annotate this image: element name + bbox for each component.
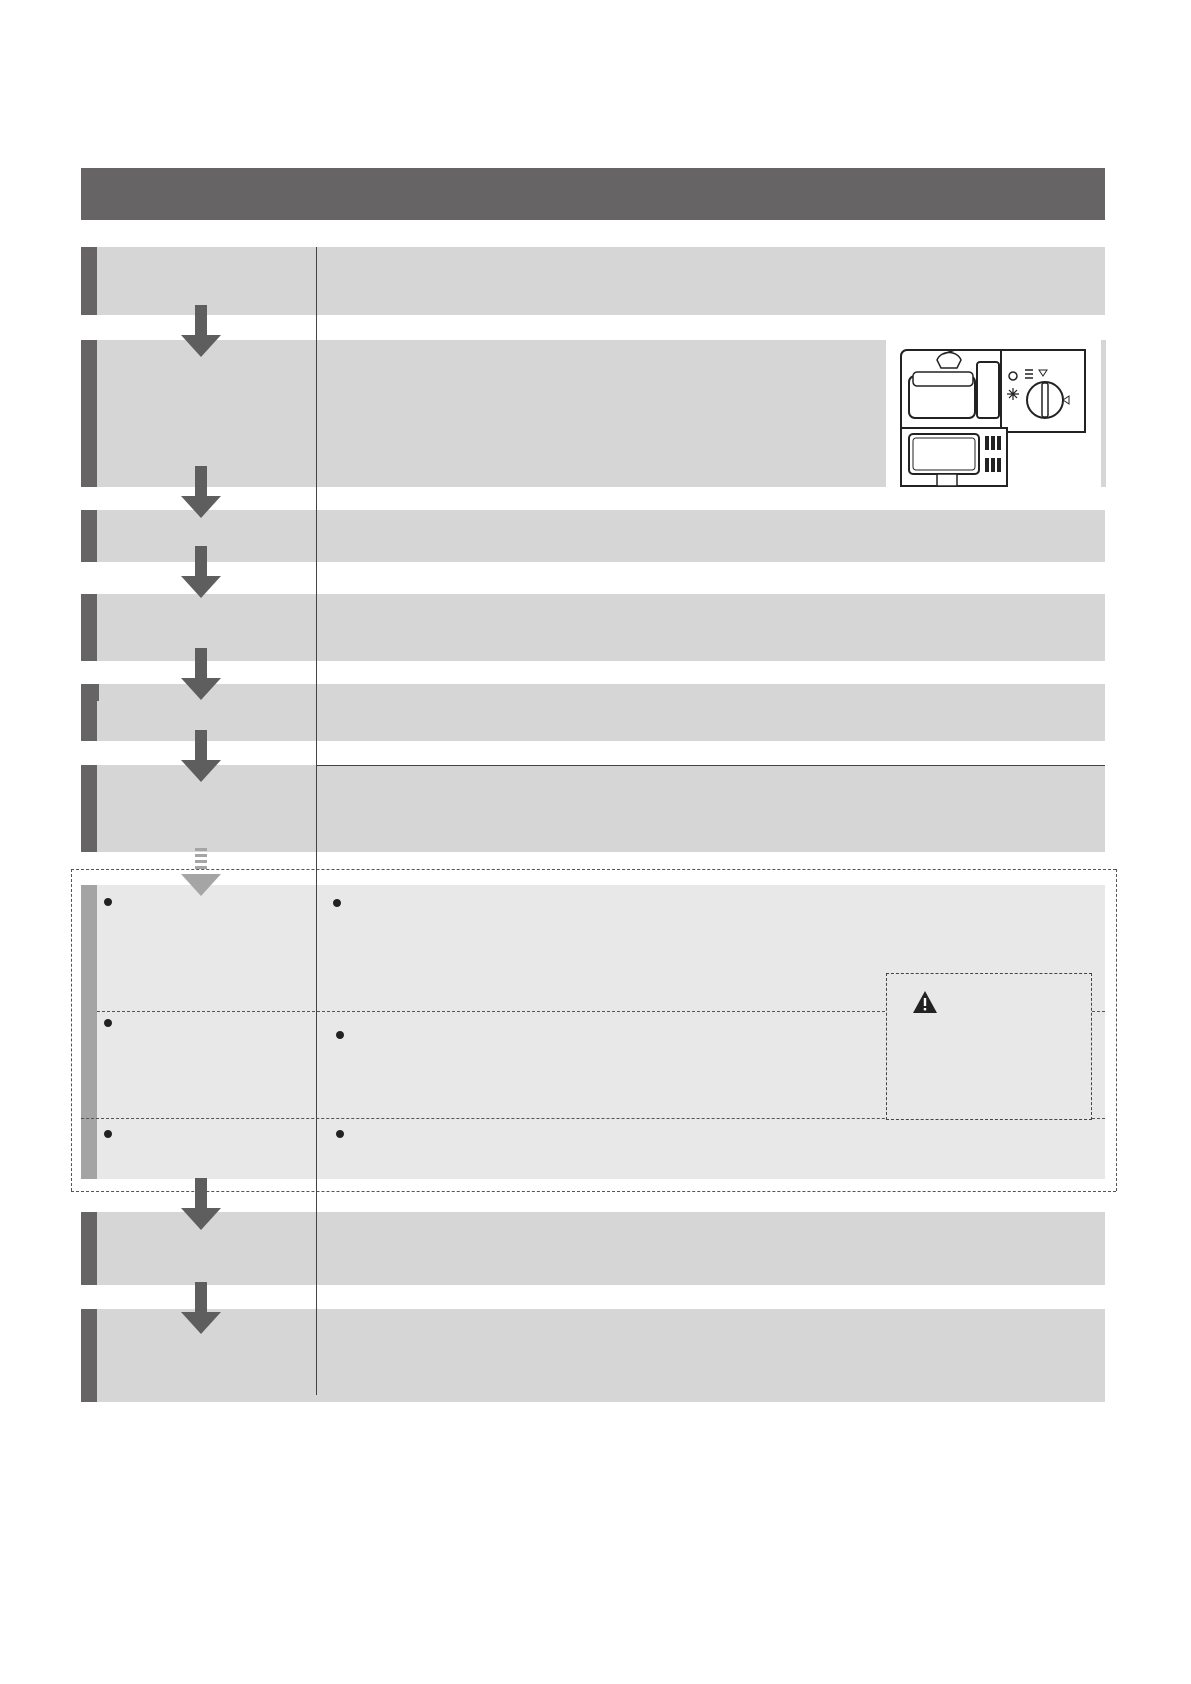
caution-box: [886, 973, 1092, 1120]
divider: [316, 765, 1105, 766]
bullet-dot-icon: [104, 1130, 112, 1138]
bullet-dot-icon: [336, 1130, 344, 1138]
step-accent-bar: [81, 1212, 97, 1285]
step-row: [81, 594, 1105, 661]
detergent-dispenser-illustration: [897, 346, 1089, 490]
warning-triangle-icon: [912, 990, 938, 1014]
step-row: [81, 247, 1105, 315]
arrow-down-icon: [181, 1178, 221, 1230]
step-row: [81, 765, 1105, 852]
step-accent-bar: [81, 340, 97, 487]
step-marker: [81, 684, 99, 701]
step-edge: [1101, 340, 1106, 487]
step-row: [81, 340, 886, 487]
arrow-down-icon: [181, 305, 221, 357]
step-row: [81, 1309, 1105, 1402]
column-divider: [316, 247, 317, 1395]
options-frame-left: [71, 869, 72, 1191]
options-frame-bottom: [71, 1191, 1116, 1192]
arrow-down-icon: [181, 648, 221, 700]
step-accent-bar: [81, 765, 97, 852]
step-accent-bar: [81, 1309, 97, 1402]
step-accent-bar: [81, 247, 97, 315]
dashed-arrow-down-icon: [181, 848, 221, 900]
options-frame-top: [71, 869, 1116, 870]
step-row: [81, 1212, 1105, 1285]
bullet-dot-icon: [104, 1019, 112, 1027]
bullet-dot-icon: [336, 1031, 344, 1039]
section-header-bar: [81, 168, 1105, 220]
options-frame-right: [1116, 869, 1117, 1191]
step-accent-bar: [81, 594, 97, 661]
step-row: [81, 684, 1105, 741]
step-accent-bar: [81, 510, 97, 562]
arrow-down-icon: [181, 546, 221, 598]
bullet-dot-icon: [333, 899, 341, 907]
arrow-down-icon: [181, 466, 221, 518]
bullet-dot-icon: [104, 898, 112, 906]
arrow-down-icon: [181, 730, 221, 782]
arrow-down-icon: [181, 1282, 221, 1334]
step-row: [81, 510, 1105, 562]
options-accent-bar: [81, 885, 97, 1179]
